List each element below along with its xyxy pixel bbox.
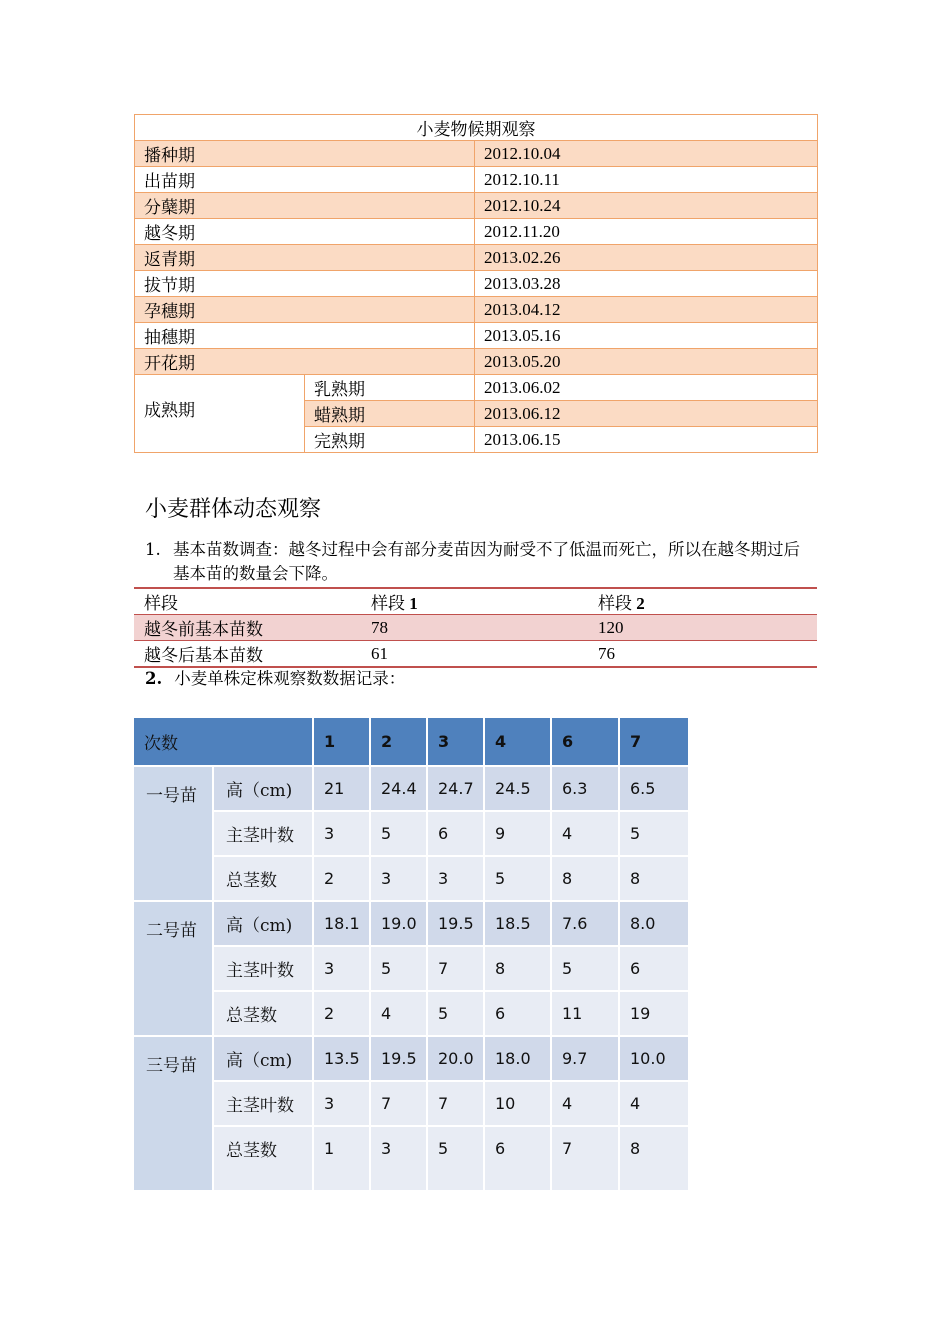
metric-label: 高（cm) <box>213 766 313 811</box>
date-cell: 2013.05.16 <box>475 323 818 349</box>
date-cell: 2013.03.28 <box>475 271 818 297</box>
section-heading: 小麦群体动态观察 <box>145 497 322 522</box>
value-cell: 5 <box>370 811 427 856</box>
value-cell: 10.0 <box>619 1036 689 1081</box>
value-cell: 5 <box>427 1126 484 1191</box>
metric-label: 总茎数 <box>213 1126 313 1191</box>
date-cell: 2012.10.04 <box>475 141 818 167</box>
stage-cell: 孕穗期 <box>135 297 475 323</box>
table-row <box>133 1081 689 1126</box>
value-cell: 3 <box>370 1126 427 1191</box>
value-cell: 5 <box>484 856 551 901</box>
value-cell: 6 <box>484 1126 551 1191</box>
plant-group-label: 一号苗 <box>133 766 213 901</box>
value-cell: 8.0 <box>619 901 689 946</box>
value-cell: 9.7 <box>551 1036 619 1081</box>
value-cell: 18.5 <box>484 901 551 946</box>
value-cell: 21 <box>313 766 370 811</box>
date-cell: 2013.06.12 <box>475 401 818 427</box>
metric-label: 总茎数 <box>213 856 313 901</box>
value-cell: 2 <box>313 856 370 901</box>
column-header: 4 <box>484 717 551 766</box>
date-cell: 2013.04.12 <box>475 297 818 323</box>
value-cell: 3 <box>427 856 484 901</box>
value-cell: 7 <box>551 1126 619 1191</box>
value-cell: 4 <box>619 1081 689 1126</box>
stage-cell: 抽穗期 <box>135 323 475 349</box>
metric-label: 高（cm) <box>213 1036 313 1081</box>
value-cell: 24.5 <box>484 766 551 811</box>
stage-cell: 出苗期 <box>135 167 475 193</box>
column-header: 6 <box>551 717 619 766</box>
date-cell: 2013.06.15 <box>475 427 818 453</box>
metric-label: 主茎叶数 <box>213 811 313 856</box>
value-cell: 8 <box>619 1126 689 1191</box>
item-1-number: 1. <box>145 540 161 559</box>
phenology-title: 小麦物候期观察 <box>135 115 818 141</box>
item-2-text: 小麦单株定株观察数数据记录： <box>174 669 406 688</box>
plant-group-label: 二号苗 <box>133 901 213 1036</box>
value-cell: 6 <box>619 946 689 991</box>
phenology-table <box>134 114 818 453</box>
value-cell: 18.0 <box>484 1036 551 1081</box>
value-cell: 8 <box>484 946 551 991</box>
value-cell: 5 <box>551 946 619 991</box>
header-label: 次数 <box>133 717 313 766</box>
stage-cell: 返青期 <box>135 245 475 271</box>
value-cell: 8 <box>551 856 619 901</box>
value-cell: 18.1 <box>313 901 370 946</box>
stage-cell: 分蘖期 <box>135 193 475 219</box>
table-row <box>133 1036 689 1081</box>
item-1 <box>145 538 810 586</box>
column-header: 1 <box>313 717 370 766</box>
seedling-count-table <box>134 587 817 668</box>
value-cell: 2 <box>313 991 370 1036</box>
table-row <box>133 766 689 811</box>
value-cell: 3 <box>313 946 370 991</box>
stage-cell: 越冬期 <box>135 219 475 245</box>
value-cell: 20.0 <box>427 1036 484 1081</box>
value-cell: 13.5 <box>313 1036 370 1081</box>
value-cell: 19.0 <box>370 901 427 946</box>
plant-group-label: 三号苗 <box>133 1036 213 1191</box>
maturity-cell <box>135 375 305 453</box>
value-cell: 7 <box>370 1081 427 1126</box>
value-cell: 4 <box>370 991 427 1036</box>
value-cell: 4 <box>551 1081 619 1126</box>
value-cell: 3 <box>313 811 370 856</box>
value-cell: 19.5 <box>370 1036 427 1081</box>
table-row <box>133 811 689 856</box>
value-cell: 7.6 <box>551 901 619 946</box>
value-cell: 8 <box>619 856 689 901</box>
stage-cell: 开花期 <box>135 349 475 375</box>
value-cell: 6.3 <box>551 766 619 811</box>
value-cell: 11 <box>551 991 619 1036</box>
value-cell: 120 <box>588 615 817 641</box>
date-cell: 2012.10.24 <box>475 193 818 219</box>
metric-label: 主茎叶数 <box>213 1081 313 1126</box>
row-label: 越冬前基本苗数 <box>134 615 361 641</box>
column-header: 2 <box>370 717 427 766</box>
value-cell: 24.7 <box>427 766 484 811</box>
date-cell: 2012.11.20 <box>475 219 818 245</box>
table-row <box>133 901 689 946</box>
item-1-text: 基本苗数调查：越冬过程中会有部分麦苗因为耐受不了低温而死亡，所以在越冬期过后基本苗的数量会下降。 <box>173 540 800 583</box>
value-cell: 24.4 <box>370 766 427 811</box>
value-cell: 61 <box>371 643 388 663</box>
metric-label: 总茎数 <box>213 991 313 1036</box>
value-cell: 3 <box>313 1081 370 1126</box>
value-cell: 7 <box>427 1081 484 1126</box>
value-cell: 6 <box>484 991 551 1036</box>
value-cell: 19 <box>619 991 689 1036</box>
maturity-label: 成熟期 <box>144 401 195 420</box>
date-cell: 2013.05.20 <box>475 349 818 375</box>
value-cell: 76 <box>598 643 615 663</box>
substage-cell: 蜡熟期 <box>305 401 475 427</box>
item-2-number: 2. <box>145 669 163 688</box>
table-row <box>133 856 689 901</box>
value-cell: 6.5 <box>619 766 689 811</box>
value-cell: 6 <box>427 811 484 856</box>
value-cell: 5 <box>619 811 689 856</box>
value-cell: 3 <box>370 856 427 901</box>
value-cell: 7 <box>427 946 484 991</box>
value-cell: 5 <box>427 991 484 1036</box>
table-row <box>133 1126 689 1191</box>
table-row <box>133 991 689 1036</box>
row-label: 越冬后基本苗数 <box>144 646 263 665</box>
value-cell: 9 <box>484 811 551 856</box>
plant-observation-table <box>132 716 690 1192</box>
header-cell: 样段 2 <box>588 588 817 615</box>
substage-cell: 完熟期 <box>305 427 475 453</box>
date-cell: 2012.10.11 <box>475 167 818 193</box>
date-cell: 2013.02.26 <box>475 245 818 271</box>
header-cell: 样段 1 <box>361 588 588 615</box>
column-header: 3 <box>427 717 484 766</box>
value-cell: 5 <box>370 946 427 991</box>
table-row <box>133 946 689 991</box>
item-2 <box>145 667 405 691</box>
column-header: 7 <box>619 717 689 766</box>
stage-cell: 拔节期 <box>135 271 475 297</box>
value-cell: 78 <box>361 615 588 641</box>
value-cell: 10 <box>484 1081 551 1126</box>
value-cell: 1 <box>313 1126 370 1191</box>
stage-cell: 播种期 <box>135 141 475 167</box>
substage-cell: 乳熟期 <box>305 375 475 401</box>
value-cell: 19.5 <box>427 901 484 946</box>
date-cell: 2013.06.02 <box>475 375 818 401</box>
metric-label: 高（cm) <box>213 901 313 946</box>
header-cell: 样段 <box>134 588 361 615</box>
metric-label: 主茎叶数 <box>213 946 313 991</box>
value-cell: 4 <box>551 811 619 856</box>
